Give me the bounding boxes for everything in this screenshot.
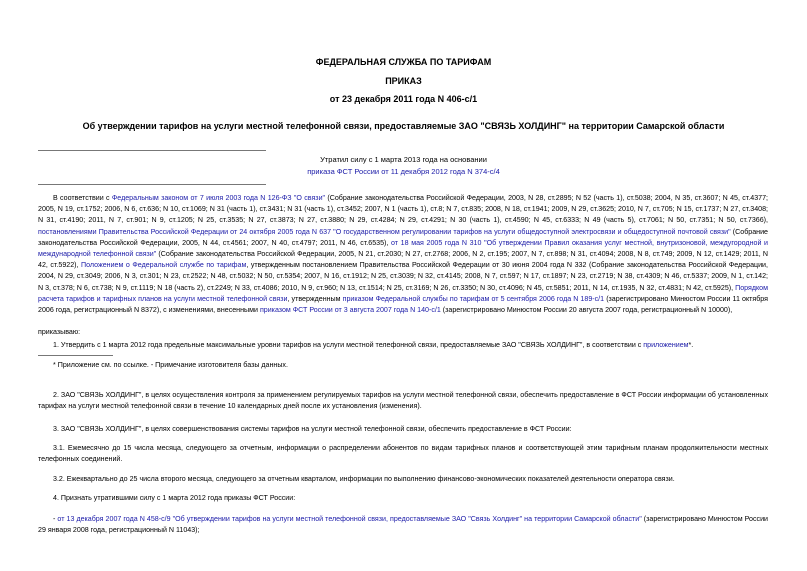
preamble-text-6: , утвержденным (287, 294, 343, 303)
document-title: Об утверждении тарифов на услуги местной телефонной связи, предоставляемые ЗАО "СВЯЗЬ ХОЛДИНГ" на территории Самарской области (82, 121, 725, 131)
order-word: приказываю: (38, 328, 81, 336)
preamble-text-5: , утвержденным постановлением Правительства Российской Федерации от 30 июня 2004 года N 332 (Собрание законодательства Российской Федерации, 2004, N 29, ст.3049; 2006, N 3, ст.301; N 23, ст.2522; N 48, ст.5032; N 50, ст.5354; 2007, N 16, ст.1912; N 25, ст.3039; N 32, ст.4145; 2008, N 7, ст.597; N 17, ст.1897; N 23, ст.2719; N 38, ст.4309; N 46, ст.5337; 2009, N 1, ст.142; N 3, ст.378; N 6, ст.738; N 9, ст.1119; N 18 (часть 2), ст.2249; N 33, ст.4086; 2010, N 9, ст.960; N 13, ст.1514; N 25, ст.3169; N 26, ст.3350; N 30, ст.4096; N 45, ст.5851; 2011, N 14, ст.1935, N 32, ст.4831; N 42, ст.5925), (38, 261, 768, 292)
fst-regulation-link[interactable]: Положением о Федеральной службе по тарифам (81, 261, 247, 270)
preamble-text-8: (зарегистрировано Минюстом России 20 августа 2007 года, регистрационный N 10000), (440, 306, 733, 315)
item-1-tail: *. (688, 341, 694, 349)
tariff-calc-procedure-link[interactable]: Порядком расчета тарифов и тарифных планов на услуги местной телефонной связи (38, 283, 768, 303)
item-4-a (38, 514, 768, 536)
preamble-text-7: (зарегистрировано Минюстом России 11 октября 2006 года, регистрационный N 8372), с изменениями, внесенными (38, 294, 768, 315)
divider-top (38, 150, 266, 151)
item-4: 4. Признать утратившими силу с 1 марта 2012 года приказы ФСТ России: (53, 494, 296, 502)
org-heading: ФЕДЕРАЛЬНАЯ СЛУЖБА ПО ТАРИФАМ (315, 57, 492, 67)
preamble-text-3: (Собрание законодательства Российской Федерации, 2005, N 44, ст.4561; 2007, N 40, ст.4797; 2011, N 46, ст.6535), (38, 227, 768, 247)
item-4-a-tail: (зарегистрировано Минюстом России 29 января 2008 года, регистрационный N 11043); (38, 515, 768, 535)
item-3-1: 3.1. Ежемесячно до 15 числа месяца, следующего за отчетным, информации о распределении абонентов по видам тарифных планов и соответствующей этим тарифным планам продолжительности местных телефонных соединений. (38, 444, 768, 464)
doc-type-heading: ПРИКАЗ (385, 76, 422, 86)
order-189-link[interactable]: приказом Федеральной службы по тарифам от 5 сентября 2006 года N 189-с/1 (342, 294, 605, 303)
item-2: 2. ЗАО "СВЯЗЬ ХОЛДИНГ", в целях осуществления контроля за применением регулируемых тарифов на услуги местной телефонной связи, обеспечить предоставление в ФСТ России информации об установленных тарифах на услуги местной телефонной связи в течение 10 календарных дней после их установления (изменения). (38, 391, 768, 411)
resolution-637-link[interactable]: постановлениями Правительства Российской Федерации от 24 октября 2005 года N 637 "О государственном регулировании тарифов на услуги общедоступной электросвязи и общедоступной почтовой связи" (38, 227, 731, 236)
date-number-heading: от 23 декабря 2011 года N 406-с/1 (329, 94, 478, 104)
order-140-link[interactable]: приказом ФСТ России от 3 августа 2007 года N 140-с/1 (259, 306, 441, 315)
preamble-text-1: В соответствии с (53, 194, 112, 202)
item-1-text: 1. Утвердить с 1 марта 2012 года предельные максимальные уровни тарифов на услуги местной телефонной связи, предоставляемые ЗАО "СВЯЗЬ ХОЛДИНГ", в соответствии с (53, 341, 644, 349)
preamble-text-2: (Собрание законодательства Российской Федерации, 2003, N 28, ст.2895; N 52 (часть 1), ст.5038; 2004, N 35, ст.3607; N 45, ст.4377; 2005, N 19, ст.1752; 2006, N 6, ст.636; N 10, ст.1069; N 31 (часть 1), ст.3431; N 31 (часть 1), ст.3452; 2007, N 1 (часть 1), ст.8; N 7, ст.835; 2008, N 18, ст.1941; 2009, N 29, ст.3625; 2010, N 7, ст.705; N 15, ст.1737; N 27, ст.3408; N 31, ст.4190; 2011, N 7, ст.901; N 9, ст.1205; N 25, ст.3535; N 27, ст.3873; N 27, ст.3880; N 29, ст.4284; N 29, ст.4291; N 30 (часть 1), ст.4590; N 45, ст.6333; N 49 (часть 5), ст.7061; N 50, ст.7351; N 50, ст.7366), (38, 194, 768, 225)
status-note-line: Утратил силу с 1 марта 2013 года на основании (320, 155, 487, 164)
preamble-text-4: (Собрание законодательства Российской Федерации, 2005, N 21, ст.2030; N 27, ст.2768; 2006, N 2, ст.195; 2007, N 7, ст.898; N 31, ст.4094; 2008, N 8, ст.749; 2009, N 12, ст.1429; 2011, N 42, ст.5922), (38, 250, 768, 270)
resolution-310-link[interactable]: от 18 мая 2005 года N 310 "Об утверждении Правил оказания услуг местной, внутризоновой, междугородной и международной телефонной связи" (38, 238, 768, 259)
order-458-link[interactable]: от 13 декабря 2007 года N 458-с/9 "Об утверждении тарифов на услуги местной телефонной связи, предоставляемые ЗАО "Связь Холдинг" на территории Самарской области" (57, 515, 642, 523)
footnote: * Приложение см. по ссылке. - Примечание изготовителя базы данных. (53, 361, 288, 369)
preamble-paragraph (38, 193, 768, 316)
appendix-link[interactable]: приложением (643, 341, 689, 349)
footnote-divider (38, 355, 113, 356)
item-3-2: 3.2. Ежеквартально до 25 числа второго месяца, следующего за отчетным кварталом, информации по выполнению финансово-экономических показателей деятельности оператора связи. (53, 475, 675, 483)
divider-bottom (38, 184, 266, 185)
item-3: 3. ЗАО "СВЯЗЬ ХОЛДИНГ", в целях совершенствования системы тарифов на услуги местной телефонной связи, обеспечить предоставление в ФСТ России: (53, 425, 572, 433)
status-note-link-line (0, 166, 807, 178)
repeal-order-link[interactable]: приказа ФСТ России от 11 декабря 2012 года N 374-с/4 (307, 167, 500, 176)
item-4-a-dash: - (53, 515, 58, 523)
item-1 (38, 340, 768, 351)
law-126-fz-link[interactable]: Федеральным законом от 7 июля 2003 года N 126-ФЗ "О связи" (111, 194, 326, 202)
